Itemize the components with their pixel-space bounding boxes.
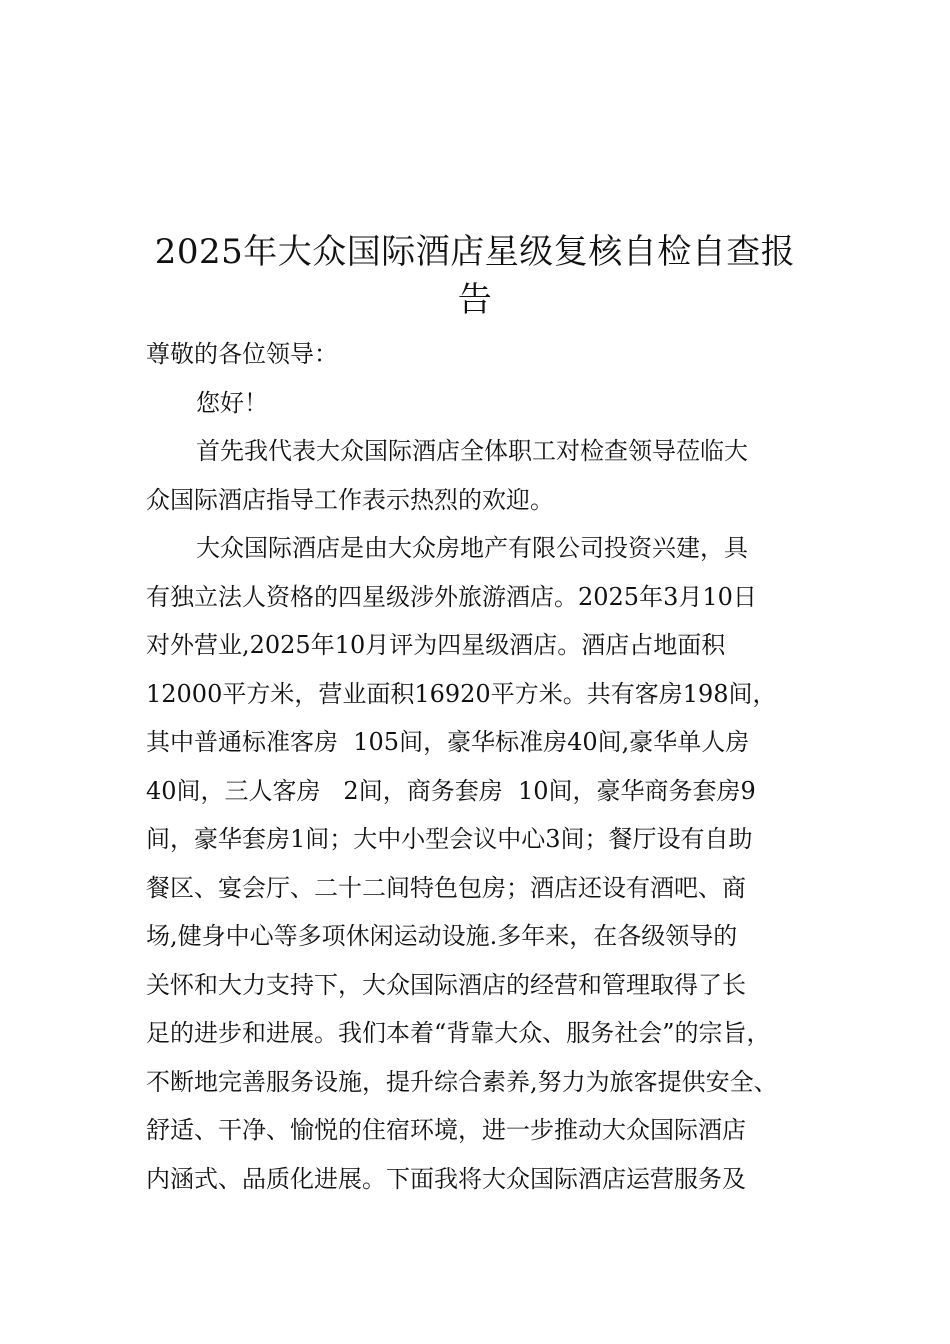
- paragraph-2-line-7: 间，豪华套房1间；大中小型会议中心3间；餐厅设有自助: [146, 825, 753, 853]
- paragraph-2-line-1: 大众国际酒店是由大众房地产有限公司投资兴建，具: [196, 534, 748, 562]
- paragraph-2-line-8: 餐区、宴会厅、二十二间特色包房；酒店还设有酒吧、商: [146, 873, 746, 902]
- paragraph-2-line-2: 有独立法人资格的四星级涉外旅游酒店。2025年3月10日: [146, 582, 757, 611]
- title-line-2: 告: [457, 280, 493, 320]
- paragraph-2-line-10: 关怀和大力支持下，大众国际酒店的经营和管理取得了长: [146, 970, 746, 999]
- paragraph-1-line-2: 众国际酒店指导工作表示热烈的欢迎。: [146, 485, 554, 514]
- paragraph-2-line-4: 12000平方米，营业面积16920平方米。共有客房198间，: [146, 679, 777, 708]
- paragraph-2-line-11: 足的进步和进展。我们本着“背靠大众、服务社会”的宗旨，: [146, 1019, 771, 1047]
- document-title: [130, 228, 820, 324]
- paragraph-1-line-1: 首先我代表大众国际酒店全体职工对检查领导莅临大: [196, 437, 748, 465]
- paragraph-2-line-9: 场,健身中心等多项休闲运动设施.多年来，在各级领导的: [146, 922, 738, 950]
- paragraph-2-line-12: 不断地完善服务设施，提升综合素养,努力为旅客提供安全、: [146, 1067, 778, 1096]
- paragraph-2-line-13: 舒适、干净、愉悦的住宿环境，进一步推动大众国际酒店: [146, 1116, 746, 1144]
- document-body: [146, 330, 826, 1203]
- paragraph-2-line-5: 其中普通标准客房 105间，豪华标准房40间,豪华单人房: [146, 728, 750, 756]
- paragraph-2-line-3: 对外营业,2025年10月评为四星级酒店。酒店占地面积: [146, 631, 726, 659]
- salutation: 尊敬的各位领导：: [146, 340, 338, 368]
- title-line-1: 2025年大众国际酒店星级复核自检自查报: [154, 232, 796, 272]
- paragraph-2-line-6: 40间，三人客房 2间，商务套房 10间，豪华商务套房9: [146, 776, 756, 805]
- greeting: 您好！: [196, 388, 268, 417]
- paragraph-2-line-14: 内涵式、品质化进展。下面我将大众国际酒店运营服务及: [146, 1164, 746, 1193]
